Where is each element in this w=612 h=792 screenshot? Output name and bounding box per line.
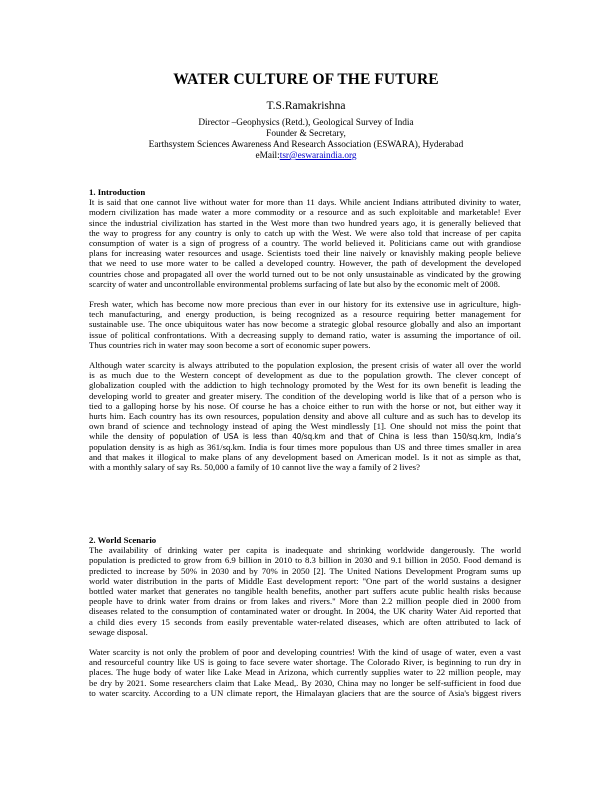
text-line: with a monthly salary of say Rs. 50,000 a family of 10 cannot live the way a family of 2 lives? [89,462,420,473]
text-line: be dry by 2021. Some researchers claim that Lake Mead,. By 2030, China may no longer be self-sufficient in food due [89,677,521,688]
text-line: and resourceful country like US is going to face severe water shortage. The Colorado River, is beginning to run dry in [89,657,521,668]
text-line: population density is as high as 361/sq.km. India is four times more populous than US and three times smaller in area [89,441,521,452]
affiliation-line-3: Earthsystem Sciences Awareness And Research Association (ESWARA), Hyderabad [148,140,464,150]
text-line: diseases related to the consumption of contaminated water or drought. In 2004, the UK charity Water Aid reported that [89,606,521,617]
section-introduction [89,187,521,472]
text-line: Although water scarcity is always attributed to the population explosion, the present crisis of water all over the world [89,360,521,371]
text-line: plans for increasing water resources and usage. Scientists toed their line naively or knavishly making people believe [89,248,521,259]
email-line [0,151,612,162]
intro-p3-split-b: population of USA is less than 40/sq.km and that of China is less than 150/sq.km, India’s [169,431,521,442]
text-line: tied to a galloping horse by his nose. Of course he has a choice either to run with the horse or not, but either way it [89,400,521,411]
text-line: tech manufacturing, and energy production, is being recognized as a resource requiring better management for [89,309,521,320]
section-heading-world-scenario: 2. World Scenario [89,535,157,545]
text-line: sewage disposal. [89,626,148,637]
section-world-scenario [89,535,521,698]
text-line: bottled water market that generates no tangible health benefits, another part suffers acute public health risks because [89,586,521,597]
text-line: modern civilization has made water a more commodity or a resource and as such exploitable and marketable! Ever [89,207,521,218]
text-line: the way to progress for any country is only to catch up with the West. We were also told that increase of per capita [89,227,521,238]
text-line: places. The huge body of water like Lake Mead in Arizona, which currently supplies water to 22 million people, may [89,667,521,678]
section-heading-introduction: 1. Introduction [89,187,146,197]
text-line: The availability of drinking water per capita is inadequate and shrinking worldwide dangerously. The world [89,545,521,556]
intro-paragraph-2 [89,299,521,350]
text-line: predicted to increase by 50% in 2030 and by 70% in 2050 [2]. The United Nations Development Program sums up [89,565,521,576]
text-line: a child dies every 15 seconds from easily preventable water-related diseases, which are often attributed to lack of [89,616,521,627]
text-line: globalization coupled with the addiction to high technology promoted by the West for its own benefit is leading the [89,380,521,391]
email-label: eMail: [255,151,280,161]
text-line: own brand of science and technology instead of aping the West mindlessly [1]. One should not miss the point that [89,421,521,432]
text-line: and that makes it illogical to make plans of any development based on American model. Is it not as simple as that, [89,451,521,462]
text-line: It is said that one cannot live without water for more than 11 days. While ancient Indians attributed divinity to water, [89,197,521,208]
email-link[interactable]: tsr@eswaraindia.org [279,151,357,161]
text-line: that we need to use more water to be called a developed country. However, the path of development the developed [89,258,521,269]
text-line: world water distribution in the parts of Middle East development report: "One part of the world sustains a designer [89,575,521,586]
text-line: is as much due to the Western concept of development as due to the population growth. The clever concept of [89,370,521,381]
text-line: to water scarcity. According to a UN climate report, the Himalayan glaciers that are the source of Asia's biggest rivers [89,687,521,698]
text-line: since the industrial civilization has started in the West more than two hundred years ago, it is generally believed that [89,217,521,228]
text-line: scarcity of water and uncontrollable environmental problems surfacing of late but also by the economic melt of 2008. [89,278,501,289]
intro-p3-split-a: while the density of [89,431,170,442]
paper-title: WATER CULTURE OF THE FUTURE [173,71,439,88]
text-line: developing world to greater and greater misery. The condition of the developing world is like that of a person who is [89,390,521,401]
text-line: population is predicted to grow from 6.9 billion in 2010 to 8.3 billion in 2030 and 9.1 billion in 2050. Food demand is [89,555,521,566]
intro-paragraph-1 [89,197,521,289]
intro-paragraph-3-tail [89,442,521,473]
text-line: issue of political confrontations. With a decreasing supply to demand ratio, water is assuming the importance of oil. [89,329,521,340]
text-line: Fresh water, which has become now more precious than ever in our history for its extensive use in agriculture, high- [89,299,521,310]
intro-paragraph-3-line-8 [89,431,521,441]
world-paragraph-2 [89,647,521,698]
author-name: T.S.Ramakrishna [266,100,346,112]
intro-paragraph-3-lines [89,360,521,431]
text-line: sustainable use. The once ubiquitous water has now become a strategic global resource globally and also an important [89,319,521,330]
affiliation-line-1: Director –Geophysics (Retd.), Geological Survey of India [198,118,414,128]
text-line: countries chose and propagated all over the world turned out to be not only unsustainable as vindicated by the growing [89,268,521,279]
text-line: Thus countries rich in water may soon become a sort of economic super powers. [89,339,371,350]
affiliation-line-2: Founder & Secretary, [266,129,346,139]
text-line: Water scarcity is not only the problem of poor and developing countries! With the kind of usage of water, even a vast [89,647,521,658]
text-line: hurts him. Each country has its own resources, population density and above all culture and as such has to develop its [89,411,521,422]
world-paragraph-1 [89,545,521,637]
text-line: consumption of water is a sign of progress of a country. The world believed it. Politicians came out with grandiose [89,238,521,249]
text-line: people have to drink water from drains or from lakes and rivers." More than 2.2 million people died in 2000 from [89,596,521,607]
intro-paragraph-3 [89,360,521,472]
